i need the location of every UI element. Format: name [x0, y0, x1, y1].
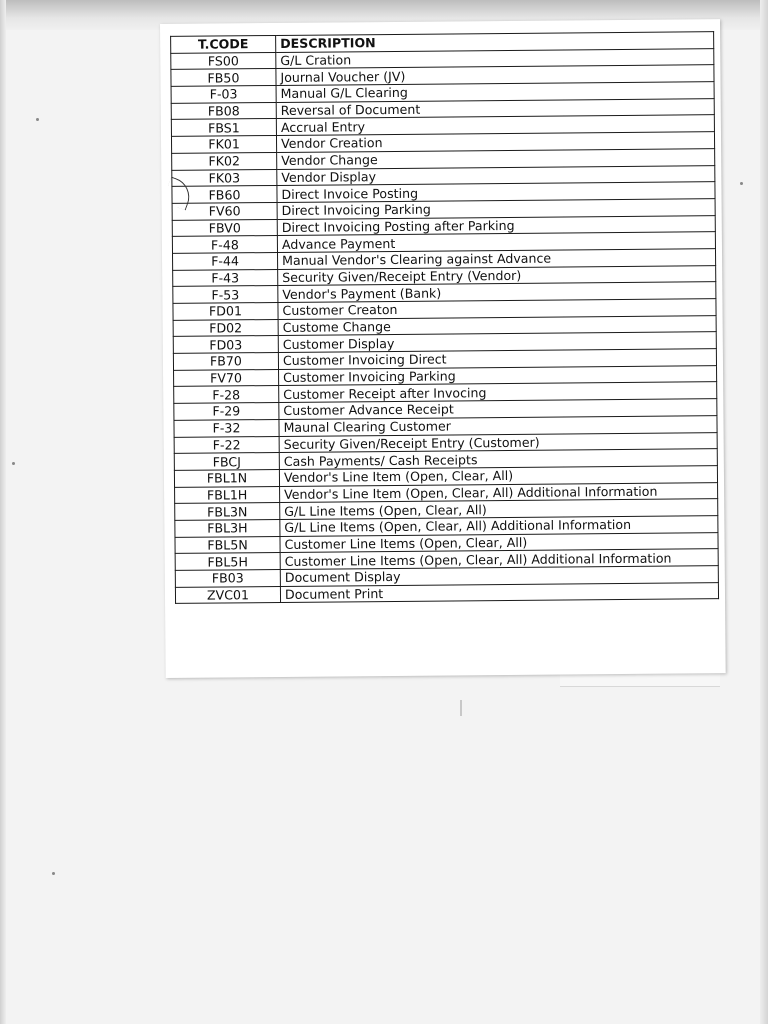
- description-cell: Maunal Clearing Customer: [279, 415, 717, 436]
- printed-sheet: [160, 19, 726, 678]
- table-body: [171, 48, 719, 603]
- scan-speck: [52, 872, 55, 875]
- table-row: [175, 582, 718, 603]
- tcode-cell: FV60: [172, 202, 277, 220]
- tcode-cell: FB50: [171, 69, 276, 87]
- tcode-cell: F-32: [174, 419, 279, 437]
- description-cell: Customer Line Items (Open, Clear, All): [280, 532, 718, 553]
- tcode-cell: FBL3H: [175, 519, 280, 537]
- scan-speck: [740, 182, 743, 185]
- description-cell: G/L Cration: [276, 48, 714, 69]
- tcode-cell: FD01: [173, 302, 278, 320]
- scan-right-edge: [760, 0, 768, 1024]
- tcode-cell: FB08: [171, 102, 276, 120]
- tcode-cell: FBL5H: [175, 553, 280, 571]
- tcode-cell: F-22: [174, 436, 279, 454]
- scan-left-edge: [0, 0, 6, 1024]
- description-cell: Custome Change: [278, 315, 716, 336]
- description-cell: Vendor Change: [277, 148, 715, 169]
- tcode-cell: FBL5N: [175, 536, 280, 554]
- description-cell: Direct Invoice Posting: [277, 182, 715, 203]
- description-cell: Direct Invoicing Parking: [277, 199, 715, 220]
- paper-crease-mark: [460, 700, 462, 716]
- tcode-cell: FBL1N: [174, 469, 279, 487]
- description-cell: Document Display: [280, 566, 718, 587]
- scan-speck: [12, 462, 15, 465]
- description-cell: Security Given/Receipt Entry (Customer): [279, 432, 717, 453]
- description-cell: Vendor Creation: [276, 132, 714, 153]
- description-cell: Direct Invoicing Posting after Parking: [277, 215, 715, 236]
- description-cell: Vendor's Line Item (Open, Clear, All) Additional Information: [280, 482, 718, 503]
- description-cell: Journal Voucher (JV): [276, 65, 714, 86]
- tcode-cell: FBV0: [172, 219, 277, 237]
- tcode-cell: FB03: [175, 569, 280, 587]
- tcode-cell: F-28: [174, 386, 279, 404]
- tcode-cell: FBCJ: [174, 453, 279, 471]
- tcode-cell: FBL3N: [175, 503, 280, 521]
- tcode-table: [170, 31, 719, 604]
- description-cell: Customer Line Items (Open, Clear, All) Additional Information: [280, 549, 718, 570]
- tcode-cell: F-53: [173, 286, 278, 304]
- description-cell: Document Print: [280, 582, 718, 603]
- description-cell: Vendor Display: [277, 165, 715, 186]
- description-column-header: DESCRIPTION: [276, 32, 714, 53]
- description-cell: Customer Invoicing Direct: [278, 349, 716, 370]
- tcode-cell: F-03: [171, 86, 276, 104]
- tcode-cell: FK02: [172, 152, 277, 170]
- tcode-cell: FD02: [173, 319, 278, 337]
- description-cell: Customer Receipt after Invocing: [279, 382, 717, 403]
- tcode-cell: F-44: [173, 252, 278, 270]
- description-cell: Cash Payments/ Cash Receipts: [279, 449, 717, 470]
- tcode-cell: FK01: [171, 136, 276, 154]
- tcode-cell: F-29: [174, 403, 279, 421]
- description-cell: Accrual Entry: [276, 115, 714, 136]
- tcode-cell: FS00: [171, 52, 276, 70]
- description-cell: Vendor's Line Item (Open, Clear, All): [279, 466, 717, 487]
- description-cell: Security Given/Receipt Entry (Vendor): [278, 265, 716, 286]
- tcode-cell: FB60: [172, 186, 277, 204]
- description-cell: Customer Creaton: [278, 299, 716, 320]
- scan-speck: [36, 118, 39, 121]
- tcode-cell: ZVC01: [175, 586, 280, 604]
- description-cell: Customer Display: [278, 332, 716, 353]
- description-cell: Manual G/L Clearing: [276, 82, 714, 103]
- description-cell: Customer Invoicing Parking: [279, 365, 717, 386]
- tcode-cell: FK03: [172, 169, 277, 187]
- tcode-cell: FBL1H: [175, 486, 280, 504]
- tcode-column-header: T.CODE: [171, 35, 276, 53]
- tcode-cell: FBS1: [171, 119, 276, 137]
- description-cell: Reversal of Document: [276, 98, 714, 119]
- description-cell: G/L Line Items (Open, Clear, All): [280, 499, 718, 520]
- description-cell: Manual Vendor's Clearing against Advance: [277, 249, 715, 270]
- description-cell: Customer Advance Receipt: [279, 399, 717, 420]
- tcode-cell: F-43: [173, 269, 278, 287]
- description-cell: Vendor's Payment (Bank): [278, 282, 716, 303]
- tcode-cell: FD03: [173, 336, 278, 354]
- tcode-cell: FV70: [174, 369, 279, 387]
- tcode-cell: F-48: [172, 236, 277, 254]
- description-cell: Advance Payment: [277, 232, 715, 253]
- description-cell: G/L Line Items (Open, Clear, All) Additional Information: [280, 516, 718, 537]
- tcode-cell: FB70: [173, 353, 278, 371]
